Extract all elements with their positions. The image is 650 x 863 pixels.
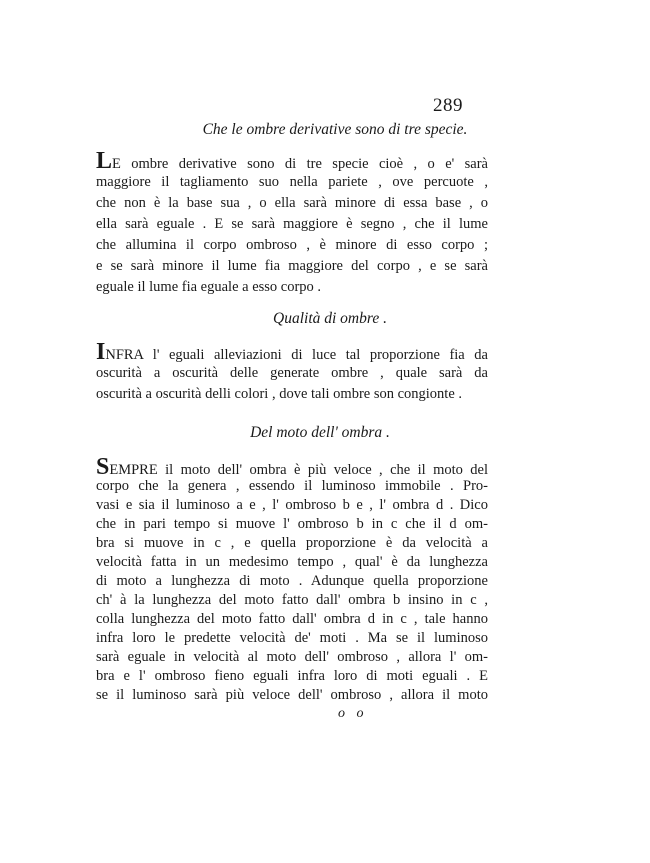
text-line: che allumina il corpo ombroso , è minore di esso corpo ; <box>96 237 488 253</box>
text-line: oscurità a oscurità delli colori , dove tali ombre son congionte . <box>96 386 463 402</box>
text-line: oscurità a oscurità delle generate ombre , quale sarà da <box>96 365 488 381</box>
text-line: ch' à la lunghezza del moto fatto dall' ombra b insino in c , <box>96 592 488 608</box>
line-text: NFRA l' eguali alleviazioni di luce tal proporzione fia da <box>105 347 488 363</box>
text-line: vasi e sia il luminoso a e , l' ombroso b e , l' ombra d . Dico <box>96 497 488 513</box>
text-line: che in pari tempo si muove l' ombroso b in c che il d om- <box>96 516 488 532</box>
text-line: e se sarà minore il lume fia maggiore del corpo , e se sarà <box>96 258 488 274</box>
section-heading-tre-specie: Che le ombre derivative sono di tre specie. <box>202 121 468 138</box>
page-number: 289 <box>433 95 463 116</box>
text-line: velocità fatta in un medesimo tempo , qual' è da lunghezza <box>96 554 488 570</box>
text-line: colla lunghezza del moto fatto dall' ombra d in c , tale hanno <box>96 611 488 627</box>
text-line: infra loro le predette velocità de' moti . Ma se il luminoso <box>96 630 488 646</box>
text-line <box>96 454 488 480</box>
text-line: di moto a lunghezza di moto . Adunque quella proporzione <box>96 573 488 589</box>
section-heading-moto: Del moto dell' ombra . <box>250 424 390 441</box>
text-line <box>96 339 488 365</box>
text-line: se il luminoso sarà più veloce dell' ombroso , allora il moto <box>96 687 488 703</box>
text-line: che non è la base sua , o ella sarà minore di essa base , o <box>96 195 488 211</box>
line-text: E ombre derivative sono di tre specie cioè , o e' sarà <box>112 156 488 172</box>
catchword: o o <box>338 706 368 721</box>
text-line: corpo che la genera , essendo il luminoso immobile . Pro- <box>96 478 488 494</box>
text-line: bra si muove in c , e quella proporzione è da velocità a <box>96 535 488 551</box>
drop-cap: L <box>96 148 113 174</box>
text-line: eguale il lume fia eguale a esso corpo . <box>96 279 322 295</box>
text-line: ella sarà eguale . E se sarà maggiore è segno , che il lume <box>96 216 488 232</box>
text-line: maggiore il tagliamento suo nella pariete , ove percuote , <box>96 174 488 190</box>
text-line: bra e l' ombroso fieno eguali infra loro di moti eguali . E <box>96 668 488 684</box>
drop-cap: S <box>96 454 110 480</box>
section-heading-qualita: Qualità di ombre . <box>273 310 387 327</box>
drop-cap: I <box>96 339 106 365</box>
text-line: sarà eguale in velocità al moto dell' ombroso , allora l' om- <box>96 649 488 665</box>
line-text: EMPRE il moto dell' ombra è più veloce , che il moto del <box>109 462 488 478</box>
text-line <box>96 148 488 174</box>
